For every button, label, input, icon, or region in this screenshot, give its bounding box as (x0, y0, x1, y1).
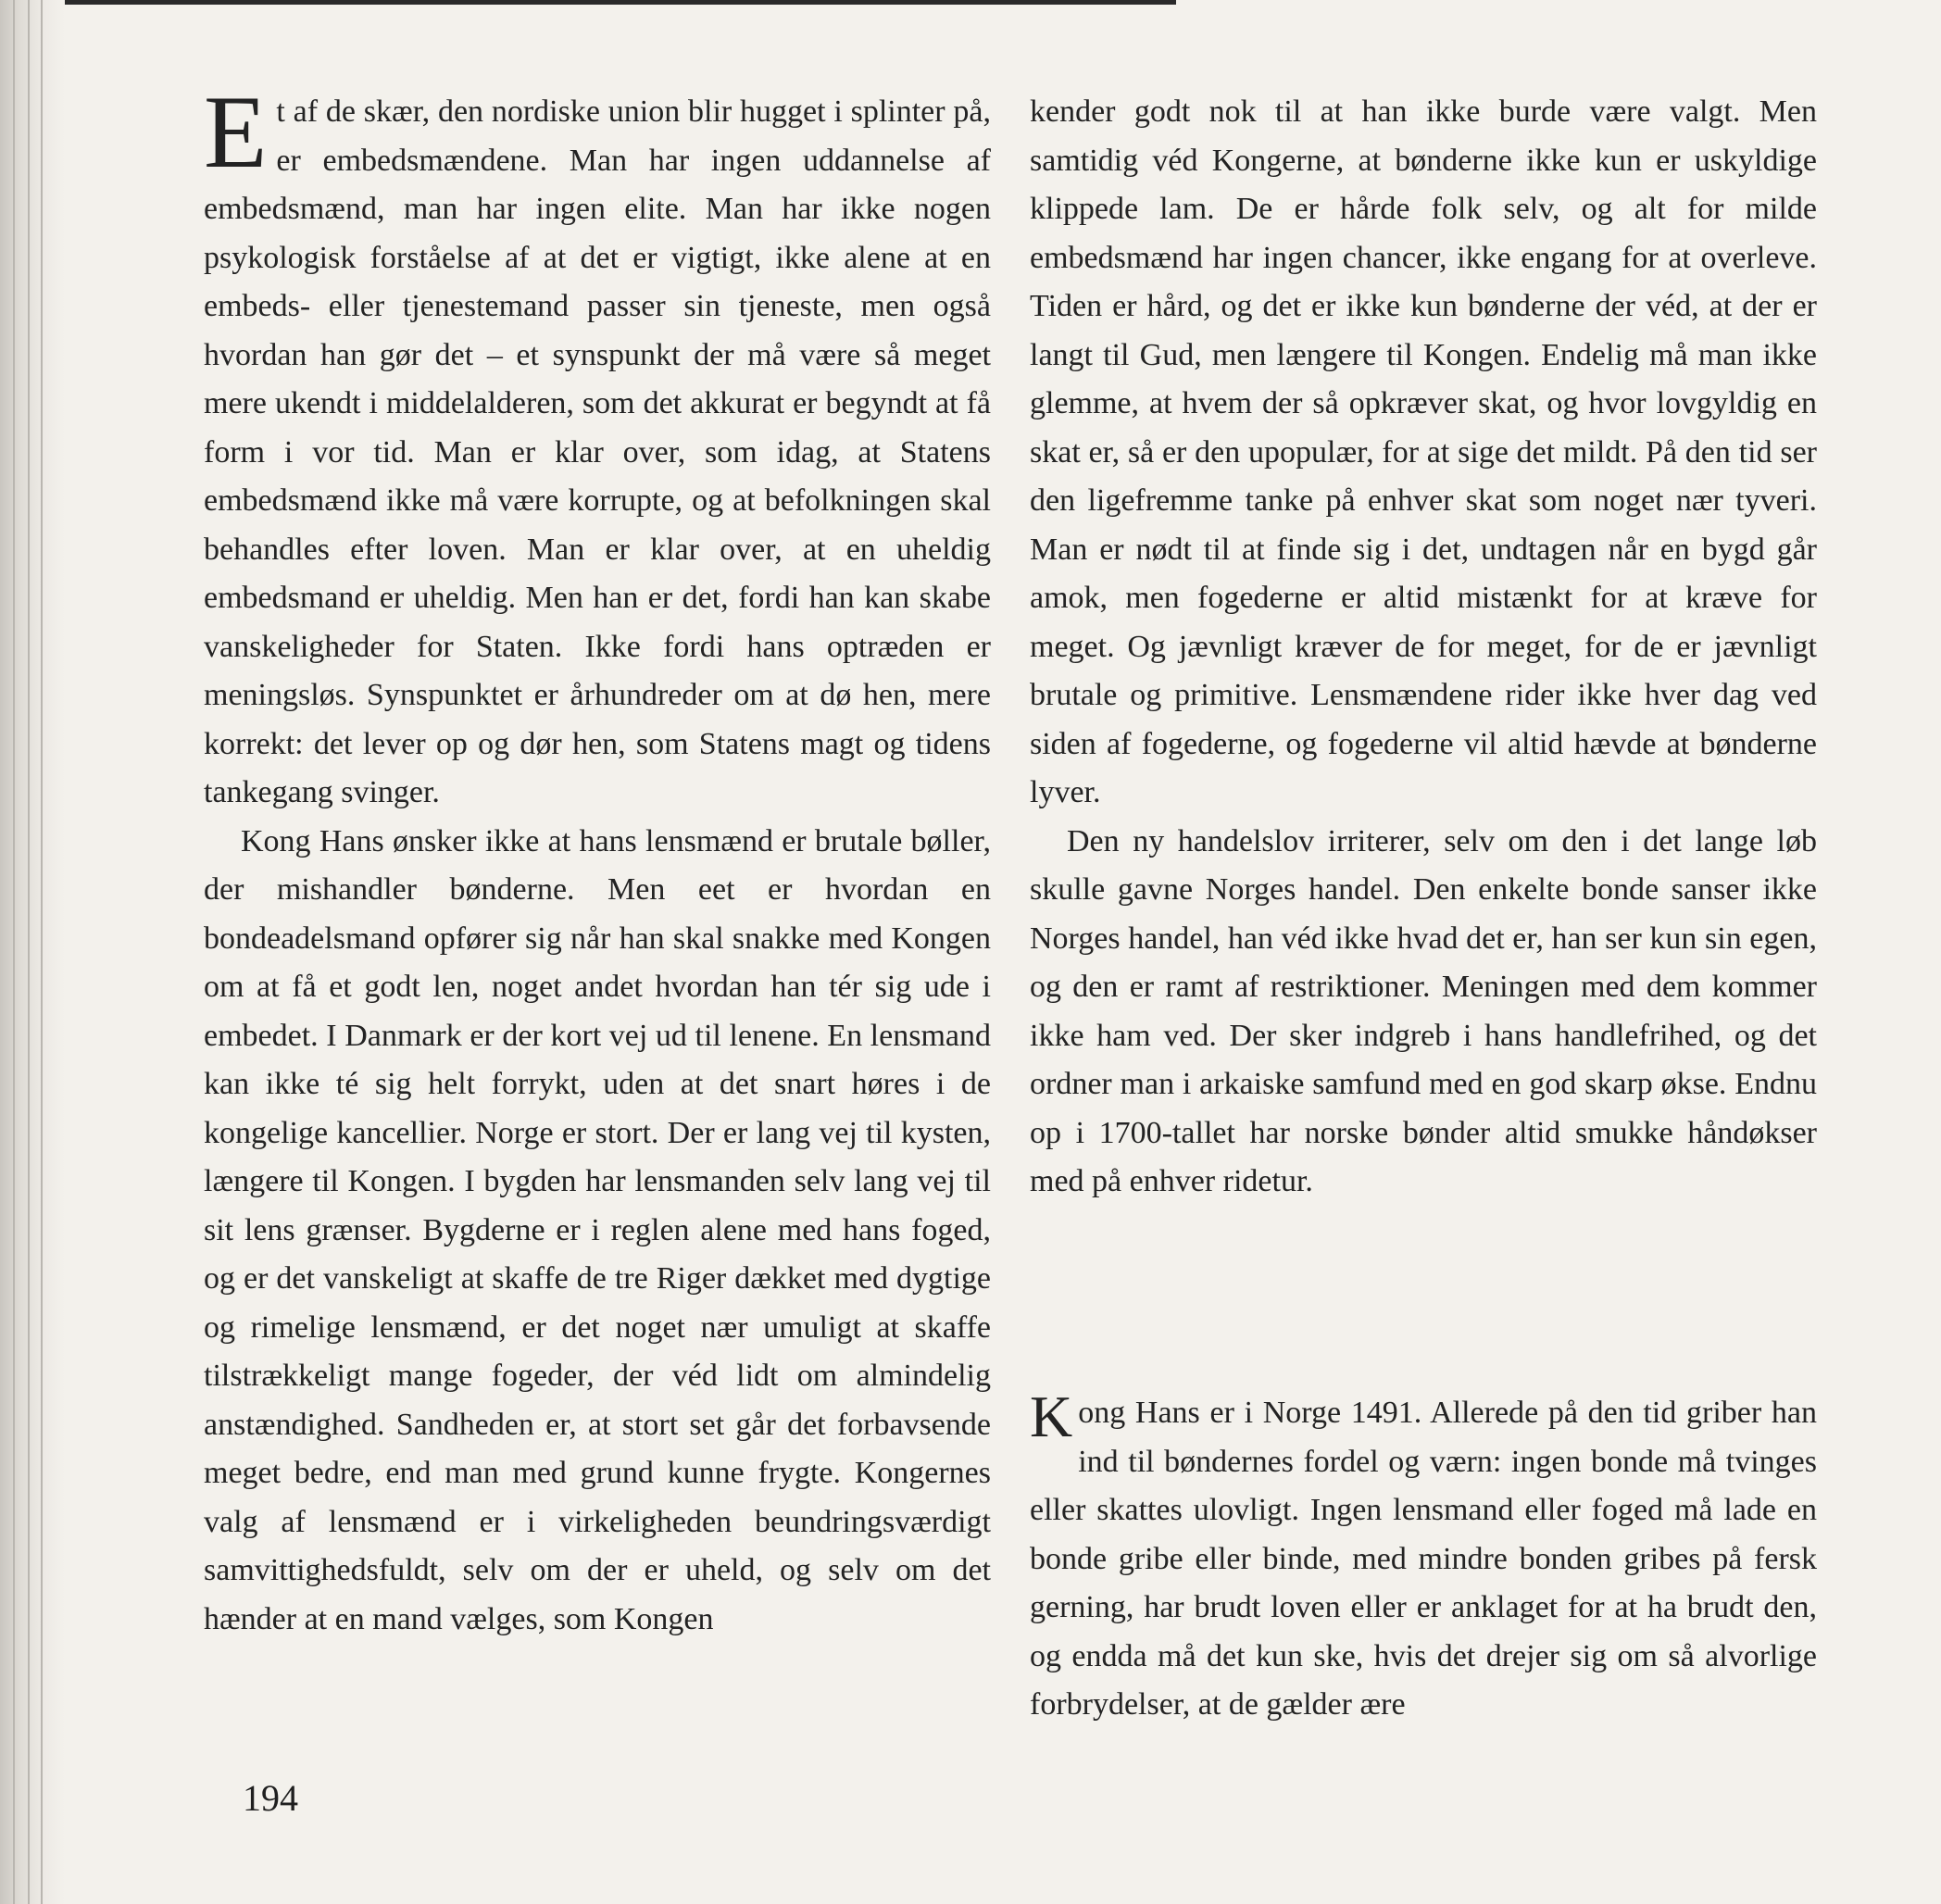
page-number: 194 (243, 1777, 298, 1819)
left-paragraph-2: Kong Hans ønsker ikke at hans lensmænd er brutale bøller, der mishandler bønderne. Men eet er hvordan en bondeadelsmand opfører sig når han skal snakke med Kongen om at få et godt len, noget andet hvordan han tér sig ude i embedet. I Danmark er der kort vej ud til lenene. En lensmand kan ikke té sig helt forrykt, uden at det snart høres i de kongelige kancellier. Norge er stort. Der er lang vej til kysten, længere til Kongen. I bygden har lensmanden selv lang vej til sit lens grænser. Bygderne er i reglen alene med hans foged, og er det vanskeligt at skaffe de tre Riger dækket med dygtige og rimelige lensmænd, er det noget nær umuligt at skaffe tilstrækkeligt mange fogeder, der véd lidt om almindelig anstændighed. Sandheden er, at stort set går det forbavsende meget bedre, end man med grund kunne frygte. Kongernes valg af lensmænd er i virkeligheden beundringsværdigt samvittighedsfuldt, selv om der er uheld, og selv om det hænder at en mand vælges, som Kongen (204, 823, 991, 1636)
left-column (204, 75, 991, 1644)
left-paragraph-1 (204, 75, 991, 818)
right-paragraph-3 (1030, 1384, 1817, 1730)
right-paragraph-2: Den ny handelslov irriterer, selv om den i det lange løb skulle gavne Norges handel. Den enkelte bonde sanser ikke Norges handel, han véd ikke hvad det er, han ser kun sin egen, og den er ramt af restriktioner. Meningen med dem kommer ikke ham ved. Der sker indgreb i hans handlefrihed, og det ordner man i arkaiske samfund med en god skarp økse. Endnu op i 1700-tallet har norske bønder altid smukke håndøkser med på enhver ridetur. (1030, 823, 1817, 1198)
drop-cap-k: K (1030, 1384, 1073, 1449)
right-column (1030, 88, 1817, 1207)
book-gutter (0, 0, 65, 1904)
left-paragraph-1-text: t af de skær, den nordiske union blir hugget i splinter på, er embedsmændene. Man har ingen uddannelse af embedsmænd, man har ingen elite. Man har ikke nogen psykologisk forståelse af at det er vigtigt, ikke alene at en embeds- eller tjenestemand passer sin tjeneste, men også hvordan han gør det – et synspunkt der må være så meget mere ukendt i middelalderen, som det akkurat er begyndt at få form i vor tid. Man er klar over, som idag, at Statens embedsmænd ikke må være korrupte, og at befolkningen skal behandles efter loven. Man er klar over, at en uheldig embedsmand er uheldig. Men han er det, fordi han kan skabe vanskeligheder for Staten. Ikke fordi hans optræden er meningsløs. Synspunktet er århundreder om at dø hen, mere korrekt: det lever op og dør hen, som Statens magt og tidens tankegang svinger. (204, 94, 991, 809)
right-paragraph-3-text: ong Hans er i Norge 1491. Allerede på den tid griber han ind til bøndernes fordel og værn: ingen bonde må tvinges eller skattes ulovligt. Ingen lensmand eller foged må lade en bonde gribe eller binde, med mindre bonden gribes på fersk gerning, har brudt loven eller er anklaget for at ha brudt den, og endda må det kun ske, hvis det drejer sig om så alvorlige forbrydelser, at de gælder ære (1030, 1396, 1817, 1722)
right-column-section (1030, 1384, 1817, 1730)
drop-cap-e: E (204, 75, 268, 190)
top-rule (65, 0, 1176, 5)
right-paragraph-1: kender godt nok til at han ikke burde være valgt. Men samtidig véd Kongerne, at bønderne ikke kun er uskyldige klippede lam. De er hårde folk selv, og alt for milde embedsmænd har ingen chancer, ikke engang for at overleve. Tiden er hård, og det er ikke kun bønderne der véd, at der er langt til Gud, men længere til Kongen. Endelig må man ikke glemme, at hvem der så opkræver skat, og hvor lovgyldig en skat er, så er den upopulær, for at sige det mildt. På den tid ser den ligefremme tanke på enhver skat som noget nær tyveri. Man er nødt til at finde sig i det, undtagen når en bygd går amok, men fogederne er altid mistænkt for at kræve for meget. Og jævnligt kræver de for meget, for de er jævnligt brutale og primitive. Lensmændene rider ikke hver dag ved siden af fogederne, og fogederne vil altid hævde at bønderne lyver. (1030, 94, 1817, 809)
